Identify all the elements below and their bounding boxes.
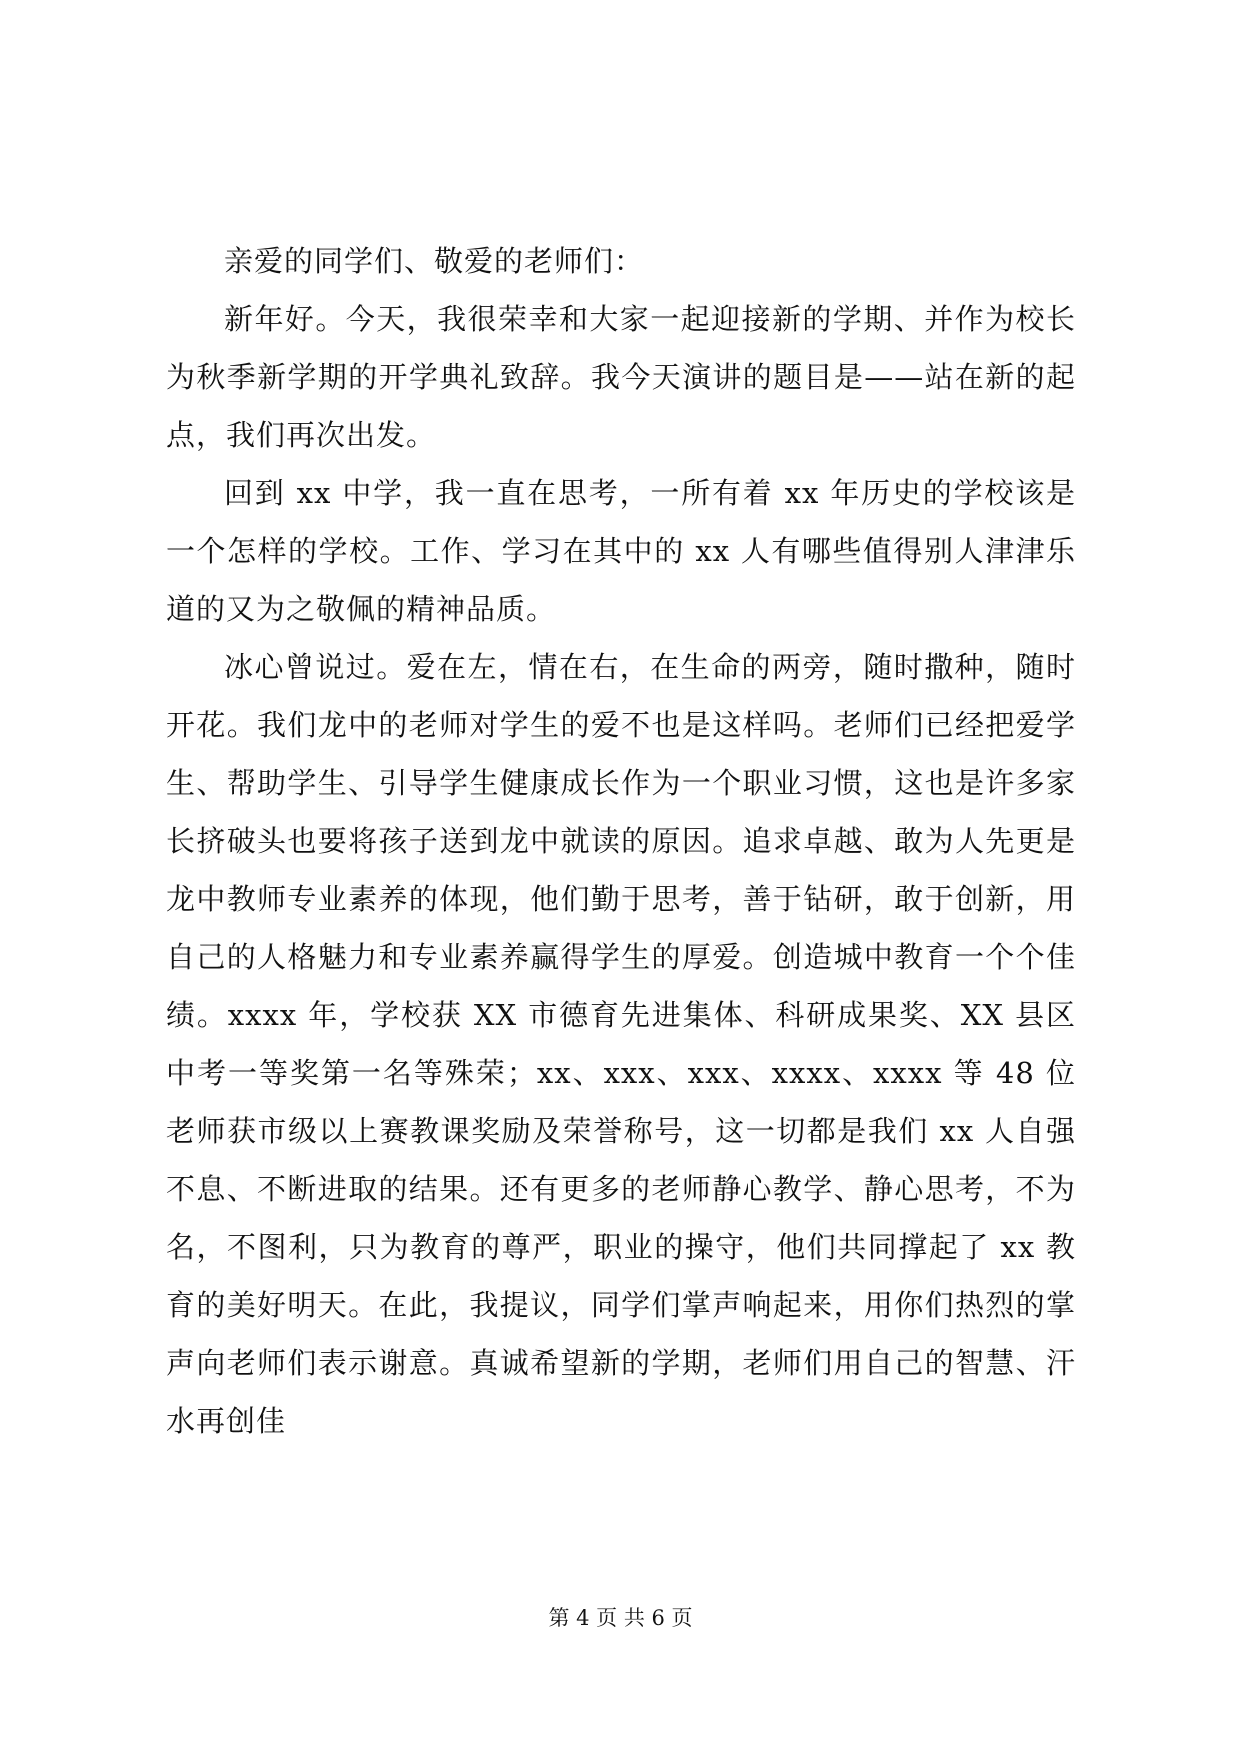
document-body	[166, 232, 1076, 1450]
page-number-footer: 第 4 页 共 6 页	[548, 1606, 693, 1630]
body-paragraph: 回到 xx 中学，我一直在思考，一所有着 xx 年历史的学校该是一个怎样的学校。工作、学习在其中的 xx 人有哪些值得别人津津乐道的又为之敬佩的精神品质。	[166, 476, 1076, 626]
body-paragraph: 新年好。今天，我很荣幸和大家一起迎接新的学期、并作为校长为秋季新学期的开学典礼致辞。我今天演讲的题目是——站在新的起点，我们再次出发。	[166, 302, 1076, 452]
salutation-paragraph: 亲爱的同学们、敬爱的老师们：	[224, 244, 645, 278]
body-paragraph: 冰心曾说过。爱在左，情在右，在生命的两旁，随时撒种，随时开花。我们龙中的老师对学生的爱不也是这样吗。老师们已经把爱学生、帮助学生、引导学生健康成长作为一个职业习惯，这也是许多家长挤破头也要将孩子送到龙中就读的原因。追求卓越、敢为人先更是龙中教师专业素养的体现，他们勤于思考，善于钻研，敢于创新，用自己的人格魅力和专业素养赢得学生的厚爱。创造城中教育一个个佳绩。xxxx 年，学校获 XX 市德育先进集体、科研成果奖、XX 县区中考一等奖第一名等殊荣；xx、xxx、xxx、xxxx、xxxx 等 48 位老师获市级以上赛教课奖励及荣誉称号，这一切都是我们 xx 人自强不息、不断进取的结果。还有更多的老师静心教学、静心思考，不为名，不图利，只为教育的尊严，职业的操守，他们共同撑起了 xx 教育的美好明天。在此，我提议，同学们掌声响起来，用你们热烈的掌声向老师们表示谢意。真诚希望新的学期，老师们用自己的智慧、汗水再创佳	[166, 650, 1076, 1438]
